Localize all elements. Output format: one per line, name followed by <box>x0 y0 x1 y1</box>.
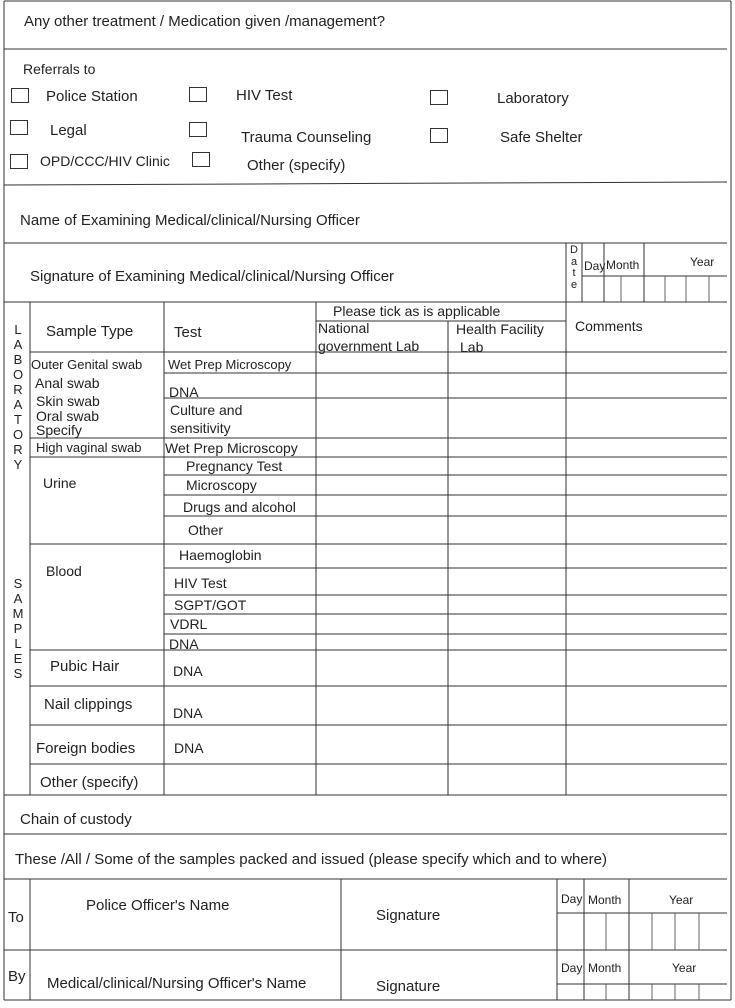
col-health-line2: Lab <box>460 339 484 355</box>
col-national-line1: National <box>318 320 370 336</box>
checkbox-other[interactable] <box>192 152 210 167</box>
test-drugs-alcohol: Drugs and alcohol <box>183 499 296 515</box>
referral-legal: Legal <box>50 122 87 139</box>
checkbox-police-station[interactable] <box>11 88 29 103</box>
custody-to: To <box>8 909 24 926</box>
test-vdrl: VDRL <box>170 616 208 632</box>
custody-by-day: Day <box>561 961 583 975</box>
sample-blood: Blood <box>46 563 82 579</box>
referral-laboratory: Laboratory <box>497 90 569 107</box>
sample-nail-clippings: Nail clippings <box>44 696 133 713</box>
sample-outer-genital-swab: Outer Genital swab <box>31 357 143 372</box>
test-dna-foreign: DNA <box>174 740 204 756</box>
officer-signature-label: Signature of Examining Medical/clinical/Nursing Officer <box>30 268 395 285</box>
custody-by-year: Year <box>672 961 697 975</box>
test-sgpt: SGPT/GOT <box>174 597 247 613</box>
checkbox-hiv-test[interactable] <box>189 87 207 102</box>
side-label-samples: S A M P L E S <box>12 576 24 681</box>
sample-other-specify: Other (specify) <box>40 774 139 791</box>
test-other: Other <box>188 522 224 538</box>
custody-to-month: Month <box>588 893 622 907</box>
test-haemoglobin: Haemoglobin <box>179 547 262 563</box>
treatment-question: Any other treatment / Medication given /management? <box>24 13 386 30</box>
custody-police-name: Police Officer's Name <box>86 897 230 914</box>
sample-skin-swab: Skin swab <box>36 393 100 409</box>
custody-to-year: Year <box>669 893 694 907</box>
col-tick-header: Please tick as is applicable <box>333 303 501 319</box>
test-wet-prep-1: Wet Prep Microscopy <box>168 357 292 372</box>
sample-oral-swab: Oral swab <box>36 408 100 424</box>
test-wet-prep-2: Wet Prep Microscopy <box>165 440 298 456</box>
custody-to-day: Day <box>561 892 583 906</box>
col-test: Test <box>174 324 202 341</box>
referral-other: Other (specify) <box>247 157 346 174</box>
referral-hiv-test: HIV Test <box>236 87 293 104</box>
test-dna-pubic: DNA <box>173 663 203 679</box>
referrals-heading: Referrals to <box>23 61 96 77</box>
referral-opd-clinic: OPD/CCC/HIV Clinic <box>40 153 170 169</box>
officer-date-year: Year <box>690 255 715 269</box>
sample-high-vaginal-swab: High vaginal swab <box>36 440 142 455</box>
col-sample-type: Sample Type <box>46 323 134 340</box>
custody-signature-to: Signature <box>376 907 441 924</box>
sample-pubic-hair: Pubic Hair <box>50 658 120 675</box>
test-dna-1: DNA <box>169 384 199 400</box>
sample-foreign-bodies: Foreign bodies <box>36 740 136 757</box>
col-national-line2: government Lab <box>318 338 420 354</box>
col-comments: Comments <box>575 318 643 334</box>
referral-trauma-counseling: Trauma Counseling <box>241 129 372 146</box>
officer-date-month: Month <box>606 258 640 272</box>
sample-urine: Urine <box>43 475 77 491</box>
officer-date-day: Day <box>584 259 606 273</box>
checkbox-legal[interactable] <box>10 120 28 135</box>
test-culture-line2: sensitivity <box>170 420 231 436</box>
checkbox-opd-clinic[interactable] <box>10 154 28 169</box>
sample-anal-swab: Anal swab <box>35 375 100 391</box>
custody-by-month: Month <box>588 961 622 975</box>
sample-specify: Specify <box>36 422 82 438</box>
test-microscopy: Microscopy <box>186 477 257 493</box>
custody-note: These /All / Some of the samples packed and issued (please specify which and to where) <box>15 851 607 868</box>
custody-by: By <box>8 968 26 985</box>
checkbox-laboratory[interactable] <box>430 90 448 105</box>
checkbox-safe-shelter[interactable] <box>430 128 448 143</box>
test-hiv: HIV Test <box>174 575 227 591</box>
test-dna-nail: DNA <box>173 705 203 721</box>
test-culture-line1: Culture and <box>170 402 243 418</box>
test-dna-blood: DNA <box>169 636 199 652</box>
officer-name-label: Name of Examining Medical/clinical/Nursing Officer <box>20 212 360 229</box>
checkbox-trauma-counseling[interactable] <box>189 122 207 137</box>
referral-police-station: Police Station <box>46 88 138 105</box>
referral-safe-shelter: Safe Shelter <box>500 129 583 146</box>
col-health-line1: Health Facility <box>456 321 544 337</box>
custody-signature-by: Signature <box>376 978 441 995</box>
side-label-laboratory: L A B O R A T O R Y <box>12 322 24 472</box>
custody-medical-name: Medical/clinical/Nursing Officer's Name <box>47 975 307 992</box>
custody-heading: Chain of custody <box>20 811 132 828</box>
date-vertical-label: D a t e <box>570 244 578 291</box>
test-pregnancy: Pregnancy Test <box>186 458 283 474</box>
